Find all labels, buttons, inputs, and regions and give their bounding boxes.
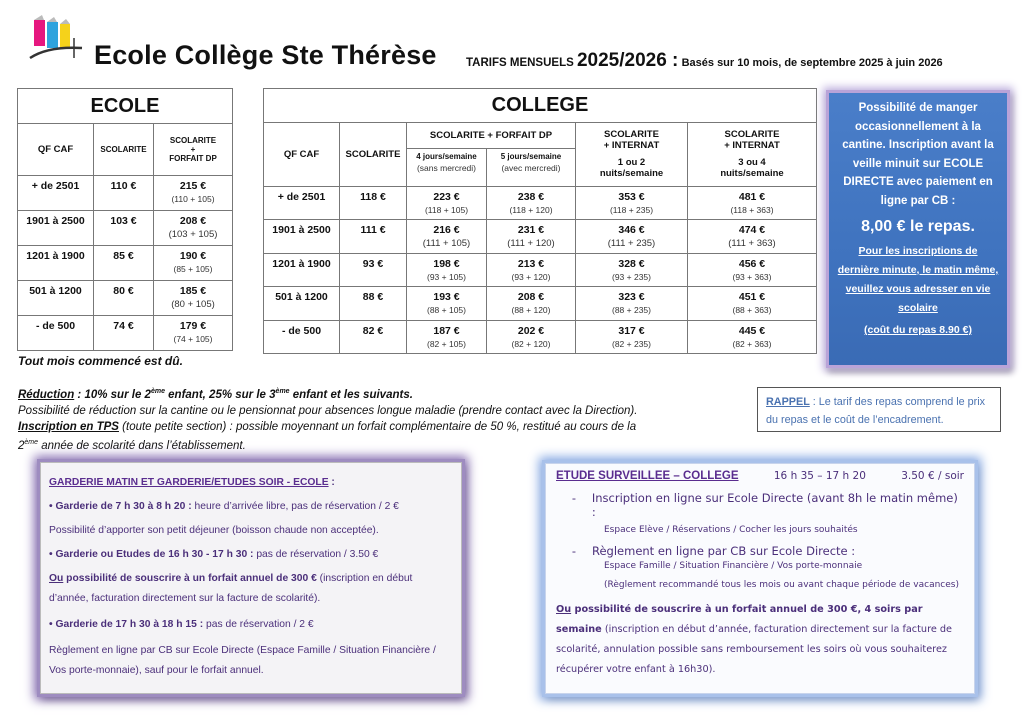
sup-2: ème: [150, 388, 165, 395]
ecole-header-forfait-l2: +: [190, 145, 196, 154]
ecole-header-forfait-l1: SCOLARITE: [169, 136, 217, 145]
ecole-row: [18, 176, 233, 211]
ecole-row: [18, 246, 233, 281]
detail: (111 + 363): [728, 238, 776, 249]
garderie-title-suffix: :: [328, 477, 335, 488]
dp5-cell: [487, 320, 576, 354]
total: 346 €: [618, 224, 645, 236]
qf-cell: - de 500: [264, 320, 340, 354]
total: 481 €: [738, 190, 766, 203]
tps-text-2a: 2: [18, 439, 25, 452]
ecole-title: ECOLE: [18, 89, 233, 124]
total: 451 €: [738, 291, 766, 303]
college-row: [264, 320, 817, 354]
garderie-item-evening: [49, 543, 453, 567]
cantine-cost: (coût du repas 8.90 €): [864, 324, 972, 336]
total: 208 €: [179, 215, 207, 227]
detail: (111 + 105): [422, 238, 471, 249]
internat-12-cell: [576, 220, 688, 254]
tariff-year: 2025/2026 :: [576, 50, 679, 71]
total: 215 €: [179, 180, 207, 192]
college-row: [264, 253, 817, 287]
qf-cell: 501 à 1200: [18, 281, 94, 316]
detail: (88 + 105): [427, 305, 466, 315]
detail: (82 + 120): [511, 338, 551, 349]
item3-text: pas de réservation / 2 €: [203, 619, 314, 630]
total: 190 €: [179, 250, 207, 262]
internat-12-cell: [576, 287, 688, 321]
forfait-ou: Ou: [556, 604, 572, 615]
detail: (82 + 105): [427, 338, 466, 349]
int12-l3: 1 ou 2: [617, 157, 646, 168]
dp5-label: 5 jours/semaine: [500, 151, 562, 161]
detail: (88 + 363): [732, 305, 772, 315]
dash-bullet: -: [571, 544, 577, 558]
etude-item-reglement: [556, 544, 964, 558]
dash-bullet: -: [571, 491, 576, 505]
garderie-item-late: [49, 613, 453, 637]
dp4-cell: [407, 220, 487, 254]
dp4-cell: [407, 253, 487, 287]
total: 208 €: [517, 291, 545, 303]
internat-34-cell: [688, 253, 817, 287]
ecole-header-forfait-l3: FORFAIT DP: [169, 154, 217, 163]
tariff-heading: [466, 50, 943, 72]
dp4-cell: [407, 320, 487, 354]
total: 445 €: [738, 324, 766, 337]
forfait-bold: possibilité de souscrire à un forfait annuel de 300 €: [63, 573, 317, 584]
detail: (74 + 105): [173, 334, 213, 344]
college-header-scolarite: SCOLARITE: [340, 122, 407, 186]
etude-item1-sub: Espace Elève / Réservations / Cocher les jours souhaités: [604, 525, 858, 535]
etude-hours: 16 h 35 – 17 h 20: [773, 470, 866, 482]
item1-bold: • Garderie de 7 h 30 à 8 h 20 :: [49, 501, 192, 512]
internat-12-cell: [576, 186, 688, 220]
int34-l1: SCOLARITE: [724, 129, 780, 140]
total: 216 €: [433, 224, 460, 236]
etude-title: ETUDE SURVEILLEE – COLLEGE: [556, 470, 739, 482]
item2-text: pas de réservation / 3.50 €: [253, 549, 379, 560]
college-title: COLLEGE: [264, 89, 817, 123]
forfait-cell: [154, 316, 233, 351]
etude-price: 3.50 € / soir: [901, 470, 964, 482]
scolarite-cell: 85 €: [94, 246, 154, 281]
garderie-forfait: [49, 569, 453, 609]
detail: (85 + 105): [173, 264, 213, 274]
cantine-price: 8,00 € le repas.: [861, 218, 975, 235]
total: 187 €: [433, 324, 460, 337]
detail: (111 + 235): [607, 238, 656, 249]
dp5-cell: [487, 220, 576, 254]
internat-34-cell: [688, 186, 817, 220]
internat-34-cell: [688, 287, 817, 321]
college-header-dp5: [487, 148, 576, 186]
total: 213 €: [517, 257, 545, 270]
qf-cell: 501 à 1200: [264, 287, 340, 321]
detail: (82 + 363): [732, 338, 772, 349]
detail: (93 + 363): [732, 271, 772, 282]
total: 202 €: [517, 324, 545, 337]
college-row: [264, 287, 817, 321]
detail: (118 + 105): [424, 204, 469, 215]
total: 185 €: [179, 285, 207, 297]
forfait-text: (inscription en début d’année, facturation directement sur la facture de scolarité, annulation possible sans remboursement les soirs où vous souhaiterez récupérer votre enfant à 16h30).: [556, 624, 952, 675]
total: 238 €: [517, 190, 545, 203]
qf-cell: 1901 à 2500: [264, 220, 340, 254]
reduction-text-3: enfant et les suivants.: [289, 388, 413, 401]
item1-text: Inscription en ligne sur Ecole Directe (avant 8h le matin même) :: [591, 491, 958, 519]
item2-text: Règlement en ligne par CB sur Ecole Directe :: [592, 544, 856, 558]
garderie-reglement: Règlement en ligne par CB sur Ecole Directe (Espace Famille / Situation Financière / Vos porte-monnaie), sauf pour le forfait annuel.: [49, 645, 436, 676]
ecole-header-qf: QF CAF: [18, 124, 94, 176]
logo-bar-cyan: [47, 22, 58, 48]
qf-cell: - de 500: [18, 316, 94, 351]
dp5-sub: (avec mercredi): [501, 162, 561, 173]
college-row: [264, 186, 817, 220]
dp5-cell: [487, 253, 576, 287]
ecole-table: [17, 88, 233, 351]
college-header-dp4: [407, 148, 487, 186]
cantine-intro: Possibilité de manger occasionnellement à la cantine. Inscription avant la veille minuit sur ECOLE DIRECTE avec paiement en ligne par CB :: [842, 102, 994, 207]
forfait-cell: [154, 211, 233, 246]
forfait-text: (inscription en début d’année, facturation directement sur la facture de scolarité).: [49, 573, 413, 604]
ecole-row: [18, 281, 233, 316]
detail: (80 + 105): [171, 299, 215, 310]
reduction-label: Réduction: [18, 388, 75, 401]
int34-l4: nuits/semaine: [720, 168, 784, 179]
rappel-box: [757, 387, 1001, 432]
total: 323 €: [618, 291, 645, 303]
college-header-internat-12: [576, 122, 688, 186]
dp4-label: 4 jours/semaine: [416, 151, 477, 161]
tariff-label: TARIFS MENSUELS: [466, 57, 574, 69]
total: 456 €: [738, 257, 766, 270]
item1-text: heure d’arrivée libre, pas de réservation / 2 €: [191, 501, 399, 512]
etude-forfait: [556, 600, 964, 680]
scolarite-cell: 110 €: [94, 176, 154, 211]
etude-item2-sub: Espace Famille / Situation Financière / Vos porte-monnaie: [604, 561, 863, 571]
logo-bar-magenta: [34, 20, 45, 46]
forfait-cell: [154, 281, 233, 316]
scolarite-cell: 74 €: [94, 316, 154, 351]
total: 231 €: [517, 224, 545, 236]
garderie-title: GARDERIE MATIN ET GARDERIE/ETUDES SOIR - ECOLE: [49, 477, 329, 488]
college-header-dp: SCOLARITE + FORFAIT DP: [407, 122, 576, 148]
scolarite-cell: 118 €: [340, 186, 407, 220]
scolarite-cell: 88 €: [340, 287, 407, 321]
reduction-text-1: : 10% sur le 2: [74, 388, 151, 401]
detail: (111 + 120): [507, 238, 555, 249]
dp4-sub: (sans mercredi): [416, 162, 477, 173]
qf-cell: 1201 à 1900: [264, 253, 340, 287]
detail: (118 + 235): [609, 204, 654, 215]
total: 317 €: [618, 324, 645, 337]
detail: (93 + 105): [427, 271, 466, 282]
cantine-info-box: [826, 90, 1010, 368]
int12-l4: nuits/semaine: [599, 168, 664, 179]
college-header-internat-34: [688, 122, 817, 186]
detail: (118 + 120): [509, 204, 553, 215]
ecole-header-scolarite: SCOLARITE: [94, 124, 154, 176]
item2-bold: • Garderie ou Etudes de 16 h 30 - 17 h 30 :: [49, 549, 254, 560]
dp4-cell: [407, 186, 487, 220]
etude-item2-note: (Règlement recommandé tous les mois ou avant chaque période de vacances): [604, 580, 959, 590]
tariff-basis: Basés sur 10 mois, de septembre 2025 à juin 2026: [681, 57, 943, 69]
tps-text-2b: année de scolarité dans l’établissement.: [38, 439, 246, 452]
detail: (88 + 120): [511, 305, 551, 315]
scolarite-cell: 93 €: [340, 253, 407, 287]
college-row: [264, 220, 817, 254]
detail: (82 + 235): [612, 338, 651, 349]
tps-label: Inscription en TPS: [18, 420, 119, 433]
total: 328 €: [618, 257, 645, 270]
internat-34-cell: [688, 220, 817, 254]
sup-3: ème: [275, 388, 290, 395]
detail: (93 + 120): [511, 271, 551, 282]
internat-12-cell: [576, 320, 688, 354]
sup-tps: ème: [24, 438, 39, 446]
logo-bar-yellow: [60, 24, 70, 48]
school-logo: [28, 12, 84, 62]
total: 353 €: [618, 190, 645, 203]
dp5-cell: [487, 186, 576, 220]
forfait-ou: Ou: [49, 573, 64, 584]
ecole-row: [18, 316, 233, 351]
tps-text: (toute petite section) : possible moyennant un forfait complémentaire de 50 %, restitué au cours de la: [118, 420, 637, 433]
college-header-qf: QF CAF: [264, 122, 340, 186]
forfait-cell: [154, 246, 233, 281]
qf-cell: + de 2501: [264, 186, 340, 220]
int34-l3: 3 ou 4: [738, 157, 766, 168]
scolarite-cell: 80 €: [94, 281, 154, 316]
dp5-cell: [487, 287, 576, 321]
internat-12-cell: [576, 253, 688, 287]
forfait-bold: possibilité de souscrire à un forfait annuel de 300 €, 4 soirs par semaine: [556, 604, 923, 635]
reduction-text-2: enfant, 25% sur le 3: [164, 388, 276, 401]
cantine-late-registration: Pour les inscriptions de dernière minute, le matin même, veuillez vous adresser en vie scolaire: [837, 245, 999, 314]
scolarite-cell: 103 €: [94, 211, 154, 246]
total: 198 €: [433, 257, 460, 270]
garderie-item-morning: [49, 495, 453, 519]
item3-bold: • Garderie de 17 h 30 à 18 h 15 :: [49, 619, 204, 630]
total: 474 €: [738, 224, 766, 236]
detail: (93 + 235): [612, 271, 651, 282]
total: 179 €: [179, 320, 207, 332]
school-name: Ecole Collège Ste Thérèse: [94, 40, 437, 70]
etude-item-inscription: [556, 491, 964, 519]
ecole-row: [18, 211, 233, 246]
etude-header: [556, 470, 964, 482]
detail: (88 + 235): [612, 305, 651, 315]
qf-cell: 1201 à 1900: [18, 246, 94, 281]
int34-l2: + INTERNAT: [724, 140, 780, 151]
total: 223 €: [433, 190, 460, 203]
total: 193 €: [433, 291, 460, 303]
garderie-box: [40, 462, 462, 694]
college-table: [263, 88, 817, 354]
detail: (103 + 105): [168, 229, 218, 240]
int12-l1: SCOLARITE: [604, 129, 659, 140]
ecole-header-forfait: [154, 124, 233, 176]
internat-34-cell: [688, 320, 817, 354]
detail: (118 + 363): [730, 204, 774, 215]
qf-cell: 1901 à 2500: [18, 211, 94, 246]
reduction-note: [18, 384, 748, 403]
garderie-breakfast-note: Possibilité d’apporter son petit déjeuner (boisson chaude non acceptée).: [49, 525, 379, 536]
tps-note: [18, 419, 748, 454]
scolarite-cell: 111 €: [340, 220, 407, 254]
rappel-label: RAPPEL: [766, 396, 810, 408]
dp4-cell: [407, 287, 487, 321]
scolarite-cell: 82 €: [340, 320, 407, 354]
notes-section: [18, 384, 748, 454]
garderie-title-row: [49, 471, 453, 495]
qf-cell: + de 2501: [18, 176, 94, 211]
rappel-text: : Le tarif des repas comprend le prix du repas et le coût de l’encadrement.: [766, 396, 986, 426]
maladie-note: Possibilité de réduction sur la cantine ou le pensionnat pour absences longue maladie (prendre contact avec la Direction).: [18, 404, 638, 417]
forfait-cell: [154, 176, 233, 211]
note-month-due: Tout mois commencé est dû.: [18, 354, 183, 368]
etude-box: [545, 463, 975, 694]
detail: (110 + 105): [171, 194, 215, 204]
int12-l2: + INTERNAT: [603, 140, 660, 151]
